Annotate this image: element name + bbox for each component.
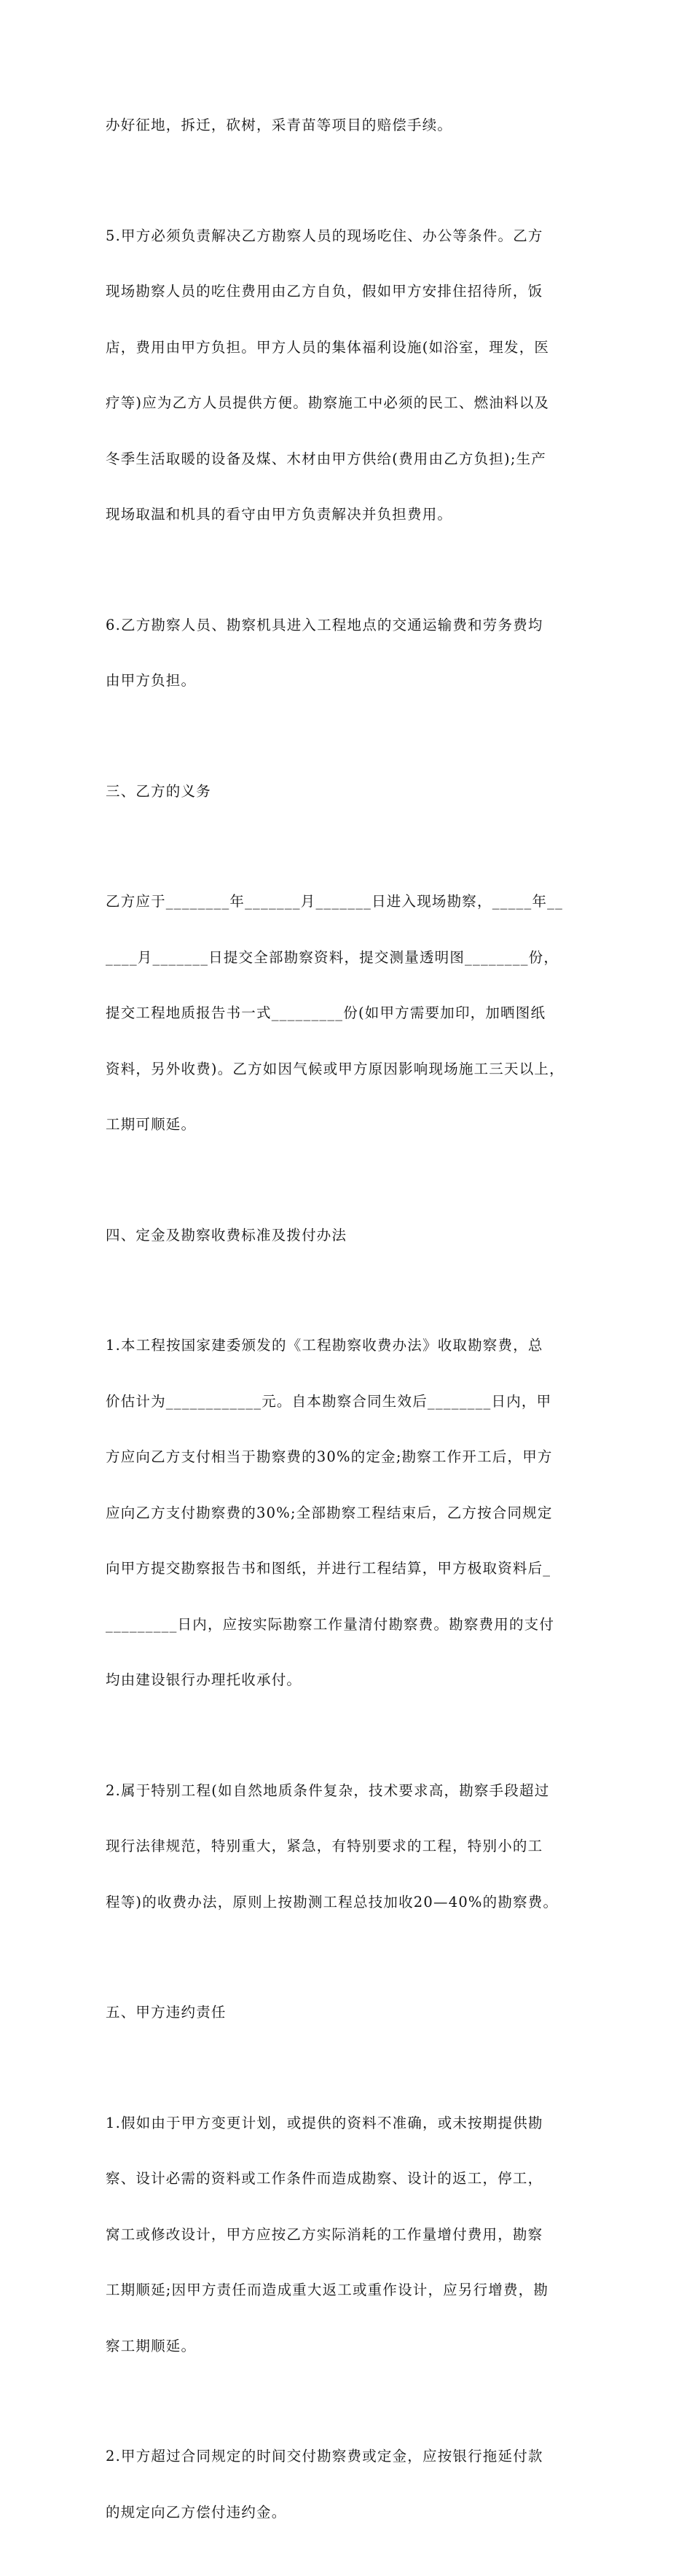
section-heading-text: 四、定金及勘察收费标准及拨付办法 [106, 1226, 347, 1244]
text-line: _________日内，应按实际勘察工作量清付勘察费。勘察费用的支付 [106, 1615, 555, 1633]
text-line: 现行法律规范，特别重大，紧急，有特别要求的工程，特别小的工 [106, 1838, 543, 1854]
section-heading-text: 五、甲方违约责任 [106, 2004, 227, 2021]
text-line: 向甲方提交勘察报告书和图纸，并进行工程结算，甲方极取资料后_ [106, 1560, 551, 1577]
text-line: 6.乙方勘察人员、勘察机具进入工程地点的交通运输费和劳务费均 [106, 616, 543, 633]
paragraph-compensation-procedures [106, 79, 590, 172]
text-line: 的规定向乙方偿付违约金。 [106, 2503, 287, 2521]
text-line: 提交工程地质报告书一式_________份(如甲方需要加印，加晒图纸 [106, 1004, 546, 1021]
text-line: 程等)的收费办法，原则上按勘测工程总技加收20—40%的勘察费。 [106, 1893, 559, 1910]
text-line: 窝工或修改设计，甲方应按乙方实际消耗的工作量增付费用，勘察 [106, 2225, 543, 2243]
text-line: ____月_______日提交全部勘察资料，提交测量透明图________份， [106, 948, 559, 966]
text-line: 1.假如由于甲方变更计划，或提供的资料不准确，或未按期提供勘 [106, 2114, 543, 2131]
text-line: 资料，另外收费)。乙方如因气候或甲方原因影响现场施工三天以上， [106, 1060, 565, 1077]
text-line: 应向乙方支付勘察费的30%;全部勘察工程结束后，乙方按合同规定 [106, 1504, 553, 1521]
text-line: 冬季生活取暖的设备及煤、木材由甲方供给(费用由乙方负担);生产 [106, 450, 546, 467]
section-heading-deposit-and-fees [106, 1189, 590, 1282]
text-line: 价估计为____________元。自本勘察合同生效后________日内，甲 [106, 1392, 552, 1410]
paragraph-liability-clause-1 [106, 2077, 590, 2393]
text-line: 现场取温和机具的看守由甲方负责解决并负担费用。 [106, 506, 453, 523]
text-line: 乙方应于________年_______月_______日进入现场勘察，_____年__ [106, 893, 564, 910]
paragraph-fee-clause-1 [106, 1299, 590, 1727]
text-line: 办好征地，拆迁，砍树，采青苗等项目的赔偿手续。 [106, 117, 453, 133]
text-line: 工期可顺延。 [106, 1116, 197, 1133]
section-heading-party-a-liability [106, 1966, 590, 2059]
text-line: 2.属于特别工程(如自然地质条件复杂，技术要求高，勘察手段超过 [106, 1781, 550, 1799]
paragraph-clause-6 [106, 579, 590, 727]
text-line: 5.甲方必须负责解决乙方勘察人员的现场吃住、办公等条件。乙方 [106, 227, 543, 244]
text-line: 店，费用由甲方负担。甲方人员的集体福利设施(如浴室，理发，医 [106, 338, 550, 356]
text-line: 现场勘察人员的吃住费用由乙方自负，假如甲方安排住招待所，饭 [106, 283, 543, 300]
text-line: 察、设计必需的资料或工作条件而造成勘察、设计的返工，停工， [106, 2170, 543, 2187]
text-line: 2.甲方超过合同规定的时间交付勘察费或定金，应按银行拖延付款 [106, 2448, 543, 2464]
text-line: 疗等)应为乙方人员提供方便。勘察施工中必须的民工、燃油料以及 [106, 394, 550, 411]
section-heading-text: 三、乙方的义务 [106, 782, 211, 800]
paragraph-fee-clause-2 [106, 1744, 590, 1949]
text-line: 方应向乙方支付相当于勘察费的30%的定金;勘察工作开工后，甲方 [106, 1448, 553, 1465]
text-line: 1.本工程按国家建委颁发的《工程勘察收费办法》收取勘察费，总 [106, 1337, 543, 1354]
paragraph-clause-5 [106, 190, 590, 561]
document-body [106, 79, 590, 2576]
text-line: 工期顺延;因甲方责任而造成重大返工或重作设计，应另行增费，勘 [106, 2282, 549, 2298]
paragraph-party-b-schedule [106, 855, 590, 1171]
text-line: 由甲方负担。 [106, 672, 197, 689]
paragraph-liability-clause-2 [106, 2410, 590, 2559]
text-line: 察工期顺延。 [106, 2337, 197, 2354]
section-heading-party-b-obligations [106, 745, 590, 838]
text-line: 均由建设银行办理托收承付。 [106, 1671, 302, 1688]
